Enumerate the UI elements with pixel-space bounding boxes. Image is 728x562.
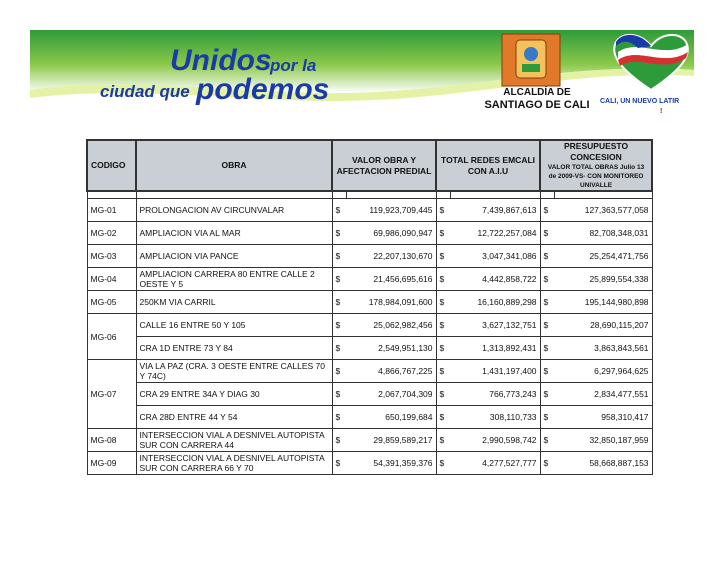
row-codigo: MG-05 (87, 291, 136, 314)
row-redes: 2,990,598,742 (450, 429, 540, 452)
budget-table (86, 139, 653, 475)
table-row (87, 383, 652, 406)
city-coat-of-arms-icon (498, 32, 564, 88)
currency-sign: $ (436, 222, 450, 245)
currency-sign: $ (332, 360, 346, 383)
row-valor: 119,923,709,445 (346, 199, 436, 222)
currency-sign: $ (332, 452, 346, 475)
row-presupuesto: 82,708,348,031 (554, 222, 652, 245)
currency-sign: $ (540, 429, 554, 452)
row-codigo: MG-02 (87, 222, 136, 245)
cali-mark: ! (660, 108, 663, 115)
row-obra: VIA LA PAZ (CRA. 3 OESTE ENTRE CALLES 70 Y 74C) (136, 360, 332, 383)
banner-background (30, 30, 694, 130)
table-row (87, 245, 652, 268)
currency-sign: $ (436, 291, 450, 314)
row-valor: 29,859,589,217 (346, 429, 436, 452)
currency-sign: $ (540, 452, 554, 475)
cali-caption: CALI, UN NUEVO LATIR (600, 98, 680, 105)
row-valor: 2,067,704,309 (346, 383, 436, 406)
row-valor: 650,199,684 (346, 406, 436, 429)
row-presupuesto: 6,297,964,625 (554, 360, 652, 383)
row-codigo: MG-09 (87, 452, 136, 475)
row-codigo: MG-07 (87, 360, 136, 429)
row-obra: CALLE 16 ENTRE 50 Y 105 (136, 314, 332, 337)
row-valor: 178,984,091,600 (346, 291, 436, 314)
row-valor: 54,391,359,376 (346, 452, 436, 475)
currency-sign: $ (540, 406, 554, 429)
row-presupuesto: 195,144,980,898 (554, 291, 652, 314)
header-presupuesto-title: PRESUPUESTO CONCESION (563, 141, 629, 162)
row-redes: 4,277,527,777 (450, 452, 540, 475)
row-presupuesto: 25,254,471,756 (554, 245, 652, 268)
header-codigo: CODIGO (87, 140, 136, 191)
row-redes: 4,442,858,722 (450, 268, 540, 291)
alcaldia-label (482, 87, 592, 111)
row-obra: INTERSECCION VIAL A DESNIVEL AUTOPISTA SUR CON CARRERA 44 (136, 429, 332, 452)
spacer-row (87, 191, 652, 199)
header-presupuesto-sub: VALOR TOTAL OBRAS Julio 13 de 2009-VS- CON MONITOREO UNIVALLE (547, 164, 645, 189)
currency-sign: $ (436, 429, 450, 452)
currency-sign: $ (540, 337, 554, 360)
row-obra: CRA 29 ENTRE 34A Y DIAG 30 (136, 383, 332, 406)
row-presupuesto: 3,863,843,561 (554, 337, 652, 360)
currency-sign: $ (436, 406, 450, 429)
alcaldia-line1: ALCALDÍA DE (503, 87, 571, 98)
currency-sign: $ (332, 314, 346, 337)
currency-sign: $ (436, 360, 450, 383)
row-obra: AMPLIACION VIA AL MAR (136, 222, 332, 245)
heart-logo-icon (608, 30, 694, 94)
row-presupuesto: 127,363,577,058 (554, 199, 652, 222)
table-row (87, 337, 652, 360)
row-redes: 308,110,733 (450, 406, 540, 429)
row-redes: 1,431,197,400 (450, 360, 540, 383)
row-redes: 3,627,132,751 (450, 314, 540, 337)
table-row (87, 291, 652, 314)
row-valor: 25,062,982,456 (346, 314, 436, 337)
slogan-podemos: podemos (196, 73, 330, 106)
row-obra: AMPLIACION CARRERA 80 ENTRE CALLE 2 OESTE Y 5 (136, 268, 332, 291)
row-presupuesto: 2,834,477,551 (554, 383, 652, 406)
row-obra: CRA 1D ENTRE 73 Y 84 (136, 337, 332, 360)
currency-sign: $ (436, 314, 450, 337)
row-obra: 250KM VIA CARRIL (136, 291, 332, 314)
slogan-por-la: por la (270, 56, 317, 75)
currency-sign: $ (332, 429, 346, 452)
row-obra: CRA 28D ENTRE 44 Y 54 (136, 406, 332, 429)
slogan-ciudad-que: ciudad que (100, 82, 190, 101)
currency-sign: $ (332, 199, 346, 222)
row-valor: 69,986,090,947 (346, 222, 436, 245)
table-header-row (87, 140, 652, 191)
row-valor: 21,456,695,616 (346, 268, 436, 291)
header-presupuesto (540, 140, 652, 191)
row-redes: 1,313,892,431 (450, 337, 540, 360)
row-redes: 16,160,889,298 (450, 291, 540, 314)
row-presupuesto: 58,668,887,153 (554, 452, 652, 475)
row-codigo: MG-01 (87, 199, 136, 222)
currency-sign: $ (332, 337, 346, 360)
currency-sign: $ (332, 222, 346, 245)
currency-sign: $ (540, 268, 554, 291)
header-redes: TOTAL REDES EMCALI CON A.I.U (436, 140, 540, 191)
row-redes: 766,773,243 (450, 383, 540, 406)
table-row (87, 429, 652, 452)
alcaldia-line2: SANTIAGO DE CALI (484, 99, 590, 111)
row-presupuesto: 958,310,417 (554, 406, 652, 429)
currency-sign: $ (332, 268, 346, 291)
row-presupuesto: 32,850,187,959 (554, 429, 652, 452)
currency-sign: $ (332, 245, 346, 268)
row-redes: 12,722,257,084 (450, 222, 540, 245)
row-valor: 2,549,951,130 (346, 337, 436, 360)
table-row (87, 268, 652, 291)
slogan-unidos: Unidos (170, 44, 272, 77)
row-obra: AMPLIACION VIA PANCE (136, 245, 332, 268)
currency-sign: $ (436, 199, 450, 222)
currency-sign: $ (540, 314, 554, 337)
header-valor: VALOR OBRA Y AFECTACION PREDIAL (332, 140, 436, 191)
row-codigo: MG-08 (87, 429, 136, 452)
table-row (87, 314, 652, 337)
currency-sign: $ (540, 222, 554, 245)
row-valor: 4,866,767,225 (346, 360, 436, 383)
header-banner (30, 30, 694, 130)
row-codigo: MG-03 (87, 245, 136, 268)
table-row (87, 452, 652, 475)
currency-sign: $ (540, 383, 554, 406)
currency-sign: $ (540, 291, 554, 314)
header-obra: OBRA (136, 140, 332, 191)
currency-sign: $ (436, 452, 450, 475)
currency-sign: $ (436, 337, 450, 360)
currency-sign: $ (332, 406, 346, 429)
currency-sign: $ (332, 291, 346, 314)
row-presupuesto: 25,899,554,338 (554, 268, 652, 291)
currency-sign: $ (436, 245, 450, 268)
row-redes: 3,047,341,086 (450, 245, 540, 268)
row-obra: INTERSECCION VIAL A DESNIVEL AUTOPISTA SUR CON CARRERA 66 Y 70 (136, 452, 332, 475)
table-row (87, 406, 652, 429)
row-codigo: MG-04 (87, 268, 136, 291)
currency-sign: $ (332, 383, 346, 406)
currency-sign: $ (540, 245, 554, 268)
row-redes: 7,439,867,613 (450, 199, 540, 222)
table-row (87, 222, 652, 245)
row-presupuesto: 28,690,115,207 (554, 314, 652, 337)
table-row (87, 199, 652, 222)
table-row (87, 360, 652, 383)
currency-sign: $ (540, 199, 554, 222)
currency-sign: $ (436, 268, 450, 291)
row-obra: PROLONGACION AV CIRCUNVALAR (136, 199, 332, 222)
row-codigo: MG-06 (87, 314, 136, 360)
row-valor: 22,207,130,670 (346, 245, 436, 268)
currency-sign: $ (436, 383, 450, 406)
currency-sign: $ (540, 360, 554, 383)
